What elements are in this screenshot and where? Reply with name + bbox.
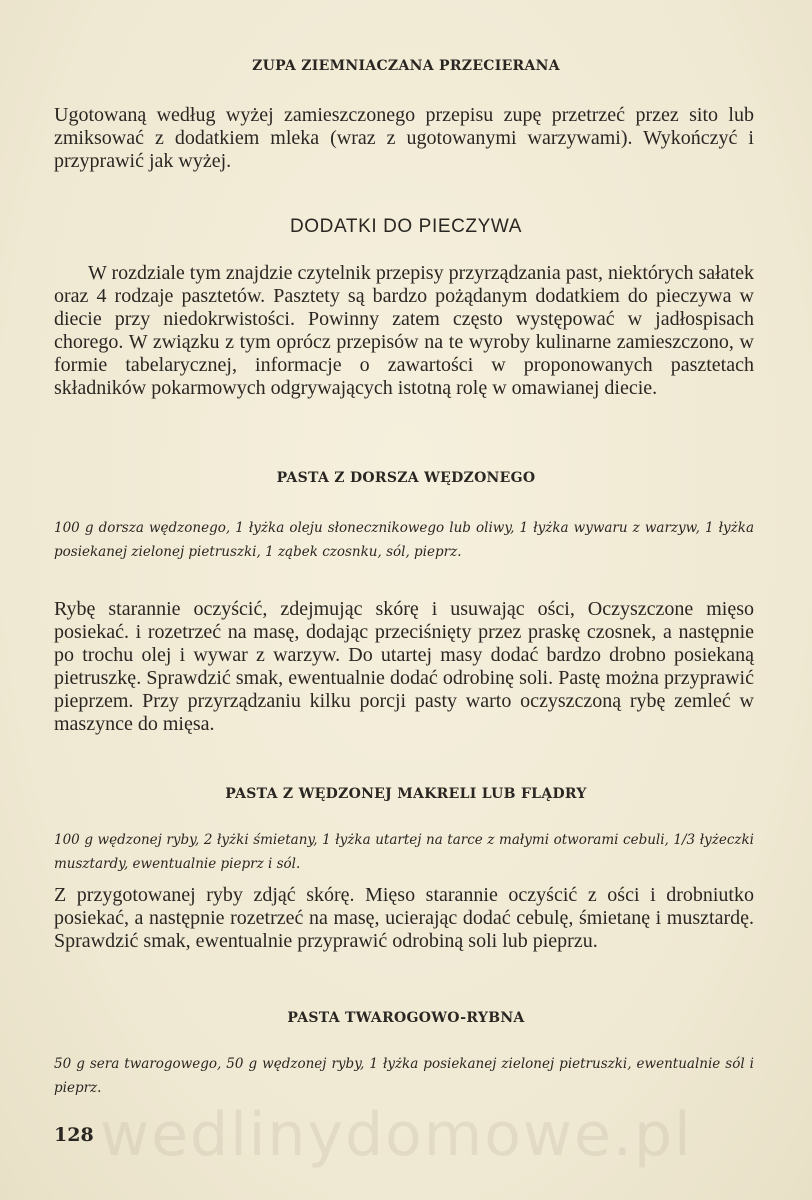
chapter-title-dodatki: DODATKI DO PIECZYWA [289, 216, 523, 237]
watermark: wedlinydomowe.pl [100, 1100, 693, 1170]
chapter-intro-dodatki: W rozdziale tym znajdzie czytelnik przepisy przyrządzania past, niektórych sałatek oraz 4 rodzaje pasztetów. Pasztety są bardzo pożądanym dodatkiem do pieczywa w diecie przy niedokrwistości. Powinny zatem często występować w jadłospisach chorego. W związku z tym oprócz przepisów na te wyroby kulinarne zamieszczono, w formie tabelarycznej, informacje o zawartości w proponowanych pasztetach składników pokarmowych odgrywających istotną rolę w omawianej diecie. [54, 262, 754, 399]
recipe-title-pasta-twarog: PASTA TWAROGOWO-RYBNA [287, 1010, 525, 1026]
recipe-method-pasta-dorsz: Rybę starannie oczyścić, zdejmując skórę i usuwając ości, Oczyszczone mięso posiekać. i rozetrzeć na masę, dodając przeciśnięty przez praskę czosnek, a następnie po trochu olej i wywar z warzyw. Do utartej masy dodać bardzo drobno posiekaną pietruszkę. Sprawdzić smak, ewentualnie dodać odrobinę soli. Pastę można przyprawić pieprzem. Przy przyrządzaniu kilku porcji pasty warto oczyszczoną rybę zemleć w maszynce do mięsa. [54, 598, 754, 735]
recipe-ingredients-pasta-twarog: 50 g sera twarogowego, 50 g wędzonej ryby, 1 łyżka posiekanej zielonej pietruszki, ewentualnie sól i pieprz. [54, 1056, 754, 1096]
recipe-title-pasta-makrela: PASTA Z WĘDZONEJ MAKRELI LUB FLĄDRY [225, 786, 587, 802]
recipe-title-pasta-dorsz: PASTA Z DORSZA WĘDZONEGO [276, 470, 536, 486]
recipe-method-pasta-makrela: Z przygotowanej ryby zdjąć skórę. Mięso starannie oczyścić z ości i drobniutko posiekać, a następnie rozetrzeć na masę, ucierając dodać cebulę, śmietanę i musztardę. Sprawdzić smak, ewentualnie przyprawić odrobiną soli lub pieprzu. [54, 884, 754, 952]
section-text-zupa: Ugotowaną według wyżej zamieszczonego przepisu zupę przetrzeć przez sito lub zmiksować z dodatkiem mleka (wraz z ugotowanymi warzywami). Wykończyć i przyprawić jak wyżej. [54, 104, 754, 172]
recipe-ingredients-pasta-makrela: 100 g wędzonej ryby, 2 łyżki śmietany, 1 łyżka utartej na tarce z małymi otworami cebuli, 1/3 łyżeczki musztardy, ewentualnie pieprz i sól. [54, 832, 754, 872]
page-number: 128 [54, 1124, 94, 1146]
section-title-zupa: ZUPA ZIEMNIACZANA PRZECIERANA [252, 58, 560, 74]
recipe-ingredients-pasta-dorsz: 100 g dorsza wędzonego, 1 łyżka oleju słonecznikowego lub oliwy, 1 łyżka wywaru z warzyw, 1 łyżka posiekanej zielonej pietruszki, 1 ząbek czosnku, sól, pieprz. [54, 520, 754, 560]
